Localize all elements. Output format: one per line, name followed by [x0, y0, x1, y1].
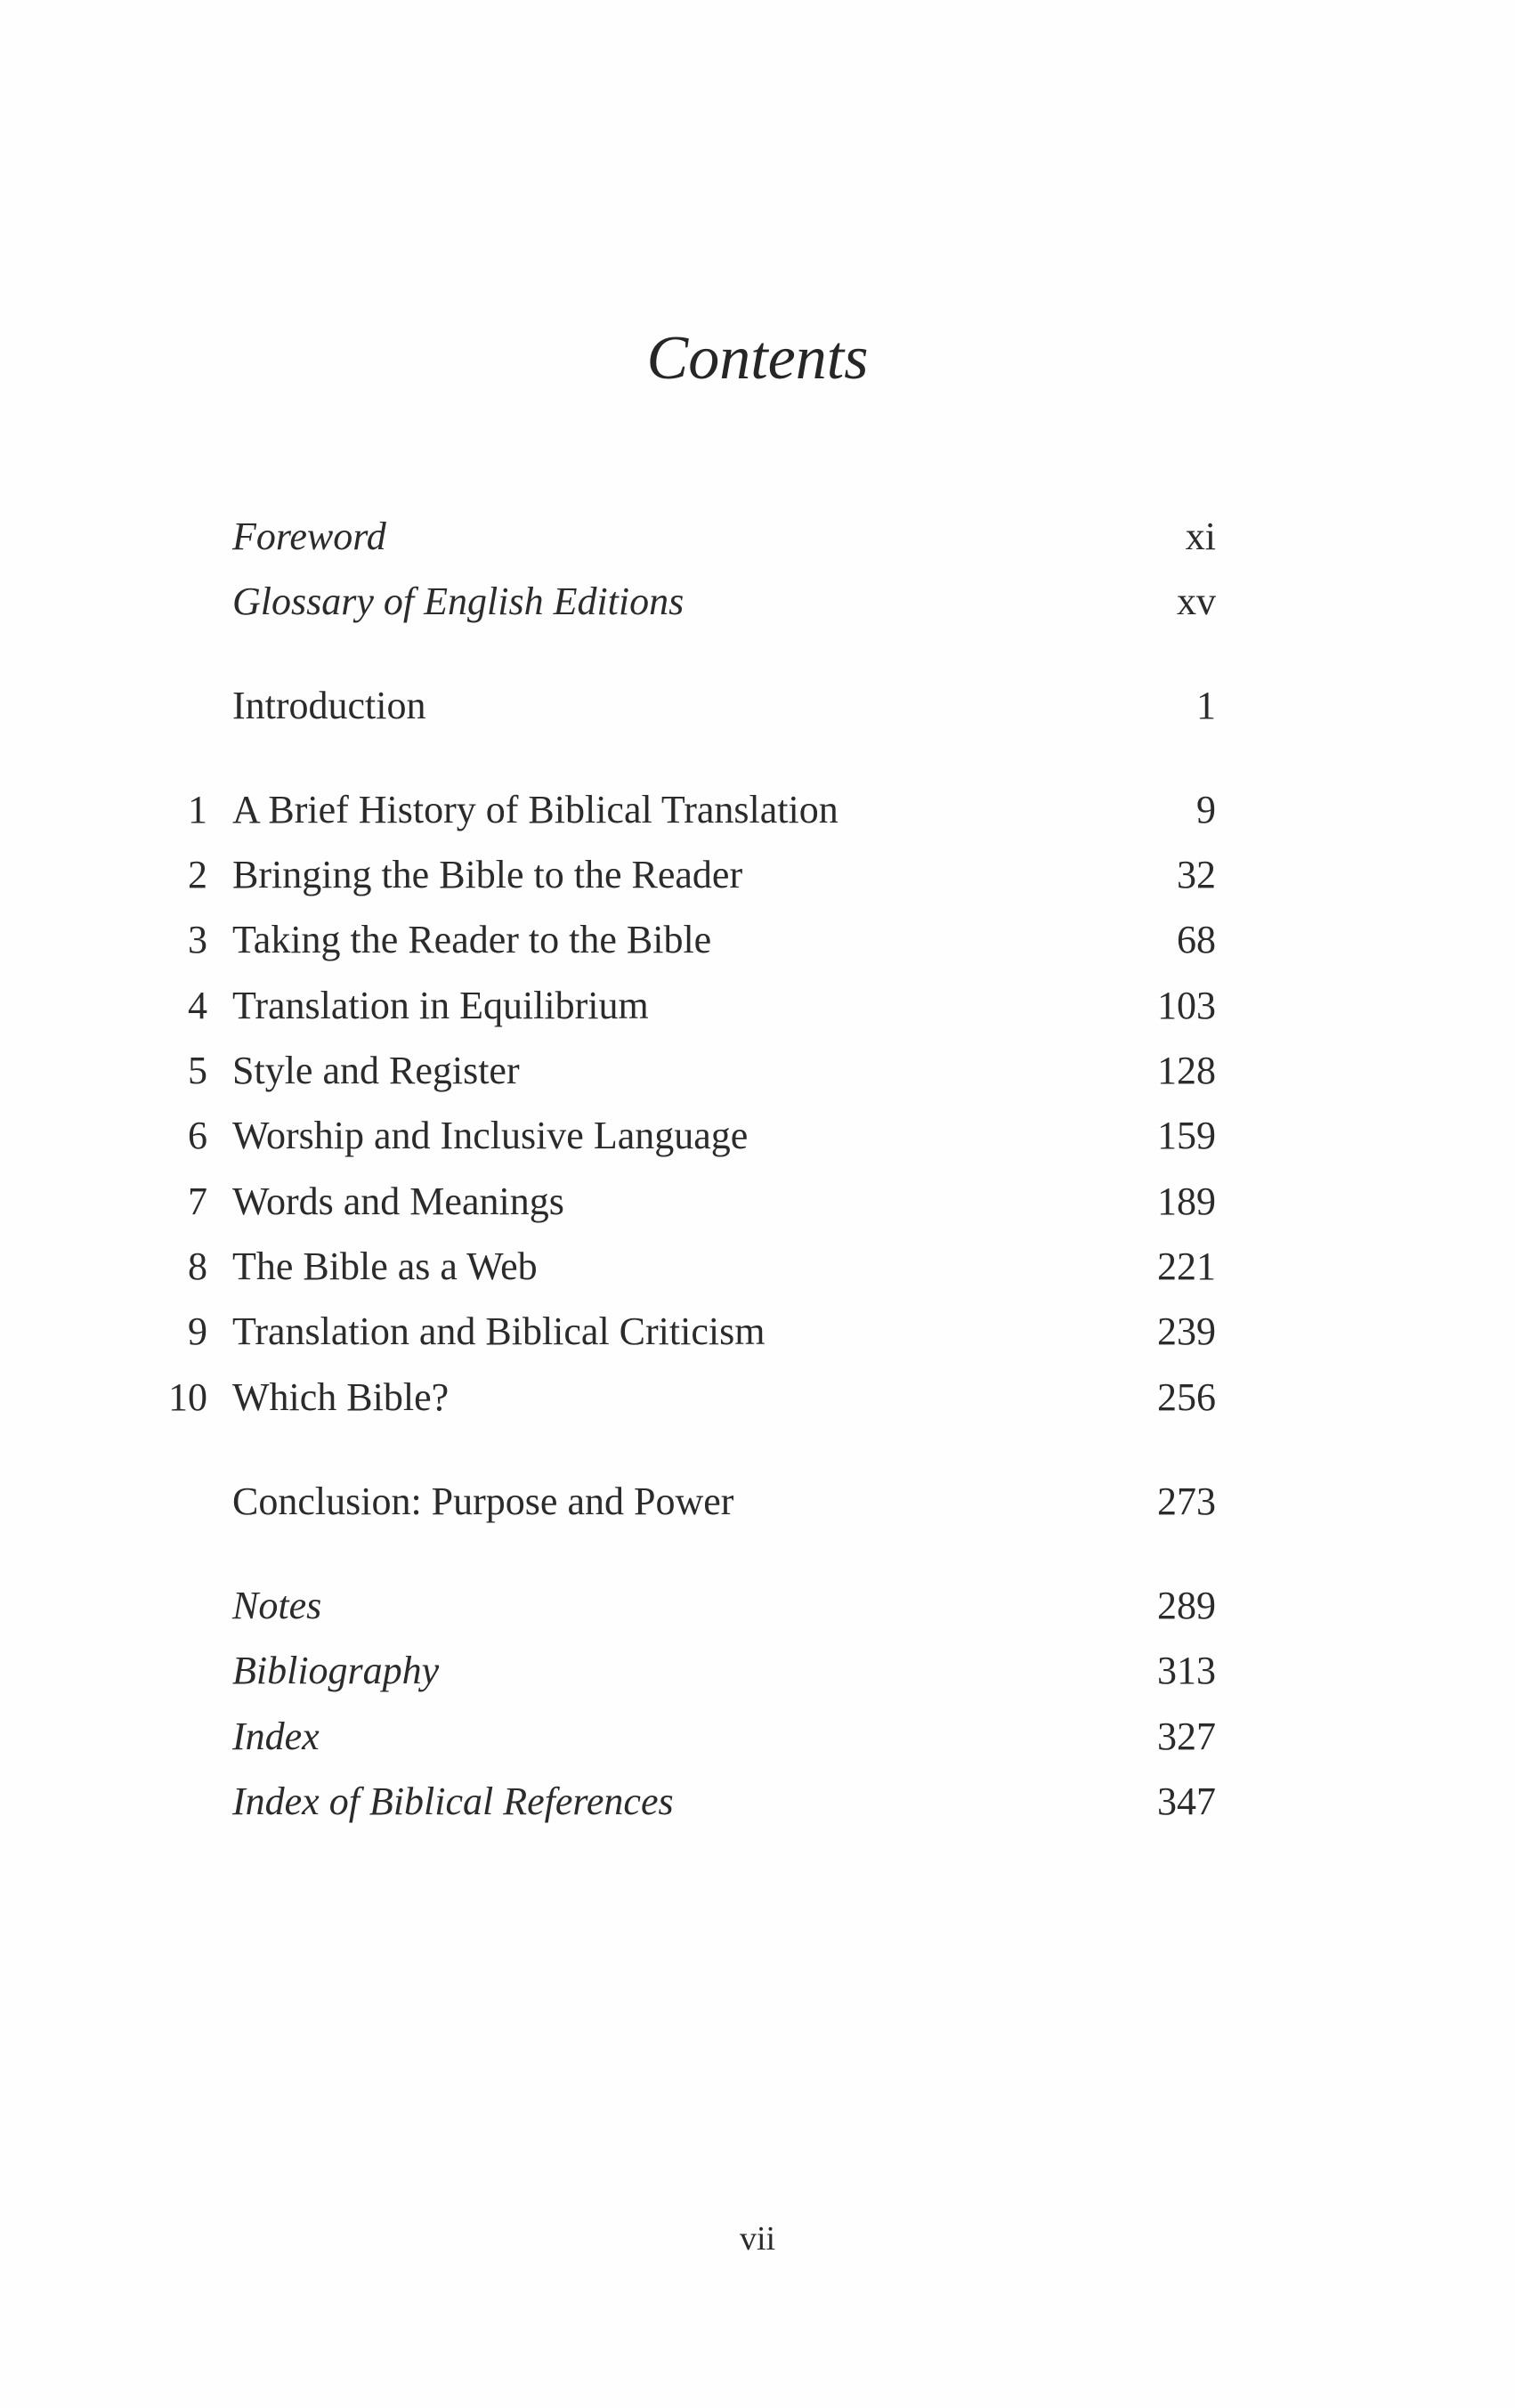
entry-page-number: 128: [1157, 1049, 1216, 1092]
entry-page-number: 313: [1157, 1649, 1216, 1692]
entry-page-number: xi: [1185, 515, 1216, 558]
entry-title: Introduction: [232, 684, 426, 727]
entry-page-number: 68: [1177, 918, 1216, 961]
entry-page-number: 32: [1177, 853, 1216, 896]
entry-page-number: 347: [1157, 1780, 1216, 1823]
entry-title: Bringing the Bible to the Reader: [232, 853, 743, 896]
entry-title: Glossary of English Editions: [232, 580, 685, 623]
entry-page-number: 239: [1157, 1309, 1216, 1353]
toc-entry: [0, 1240, 1515, 1293]
toc-entry: [0, 783, 1515, 837]
entry-title: Bibliography: [232, 1649, 440, 1692]
entry-title: Which Bible?: [232, 1375, 450, 1419]
entry-title: Conclusion: Purpose and Power: [232, 1480, 734, 1523]
entry-title: Translation in Equilibrium: [232, 984, 649, 1027]
entry-page-number: 289: [1157, 1584, 1216, 1627]
toc-entry: [0, 1305, 1515, 1358]
toc-entry: [0, 1109, 1515, 1163]
toc-entry: [0, 1644, 1515, 1698]
toc-entry: [0, 1044, 1515, 1098]
entry-title: Taking the Reader to the Bible: [232, 918, 712, 961]
chapter-number: 4: [188, 984, 207, 1027]
toc-entry: [0, 510, 1515, 563]
page-title: Contents: [646, 324, 869, 393]
chapter-number: 5: [188, 1049, 207, 1092]
toc-entry: [0, 1579, 1515, 1633]
entry-page-number: 1: [1196, 684, 1216, 727]
entry-title: Index of Biblical References: [232, 1780, 674, 1823]
chapter-number: 9: [188, 1309, 207, 1353]
toc-entry: [0, 575, 1515, 628]
entry-title: Worship and Inclusive Language: [232, 1114, 749, 1157]
toc-entry: [0, 1175, 1515, 1228]
entry-page-number: 273: [1157, 1480, 1216, 1523]
toc-entry: [0, 913, 1515, 967]
toc-entry: [0, 1371, 1515, 1424]
entry-title: The Bible as a Web: [232, 1245, 538, 1288]
entry-title: Index: [232, 1715, 320, 1758]
entry-title: Translation and Biblical Criticism: [232, 1309, 766, 1353]
toc-entry: [0, 1775, 1515, 1828]
entry-page-number: 103: [1157, 984, 1216, 1027]
chapter-number: 1: [188, 788, 207, 831]
entry-page-number: 159: [1157, 1114, 1216, 1157]
entry-page-number: 9: [1196, 788, 1216, 831]
toc-entry: [0, 1475, 1515, 1528]
entry-page-number: 327: [1157, 1715, 1216, 1758]
toc-entry: [0, 1710, 1515, 1763]
chapter-number: 3: [188, 918, 207, 961]
entry-page-number: 189: [1157, 1180, 1216, 1223]
toc-entry: [0, 679, 1515, 733]
entry-page-number: 221: [1157, 1245, 1216, 1288]
chapter-number: 2: [188, 853, 207, 896]
entry-title: Words and Meanings: [232, 1180, 564, 1223]
entry-title: Notes: [232, 1584, 322, 1627]
entry-page-number: xv: [1177, 580, 1216, 623]
entry-title: Style and Register: [232, 1049, 520, 1092]
page-number: vii: [739, 2220, 776, 2258]
toc-entry: [0, 979, 1515, 1033]
entry-title: Foreword: [232, 515, 386, 558]
chapter-number: 6: [188, 1114, 207, 1157]
entry-title: A Brief History of Biblical Translation: [232, 788, 839, 831]
chapter-number: 8: [188, 1245, 207, 1288]
entry-page-number: 256: [1157, 1375, 1216, 1419]
chapter-number: 10: [168, 1375, 207, 1419]
chapter-number: 7: [188, 1180, 207, 1223]
toc-entry: [0, 848, 1515, 902]
